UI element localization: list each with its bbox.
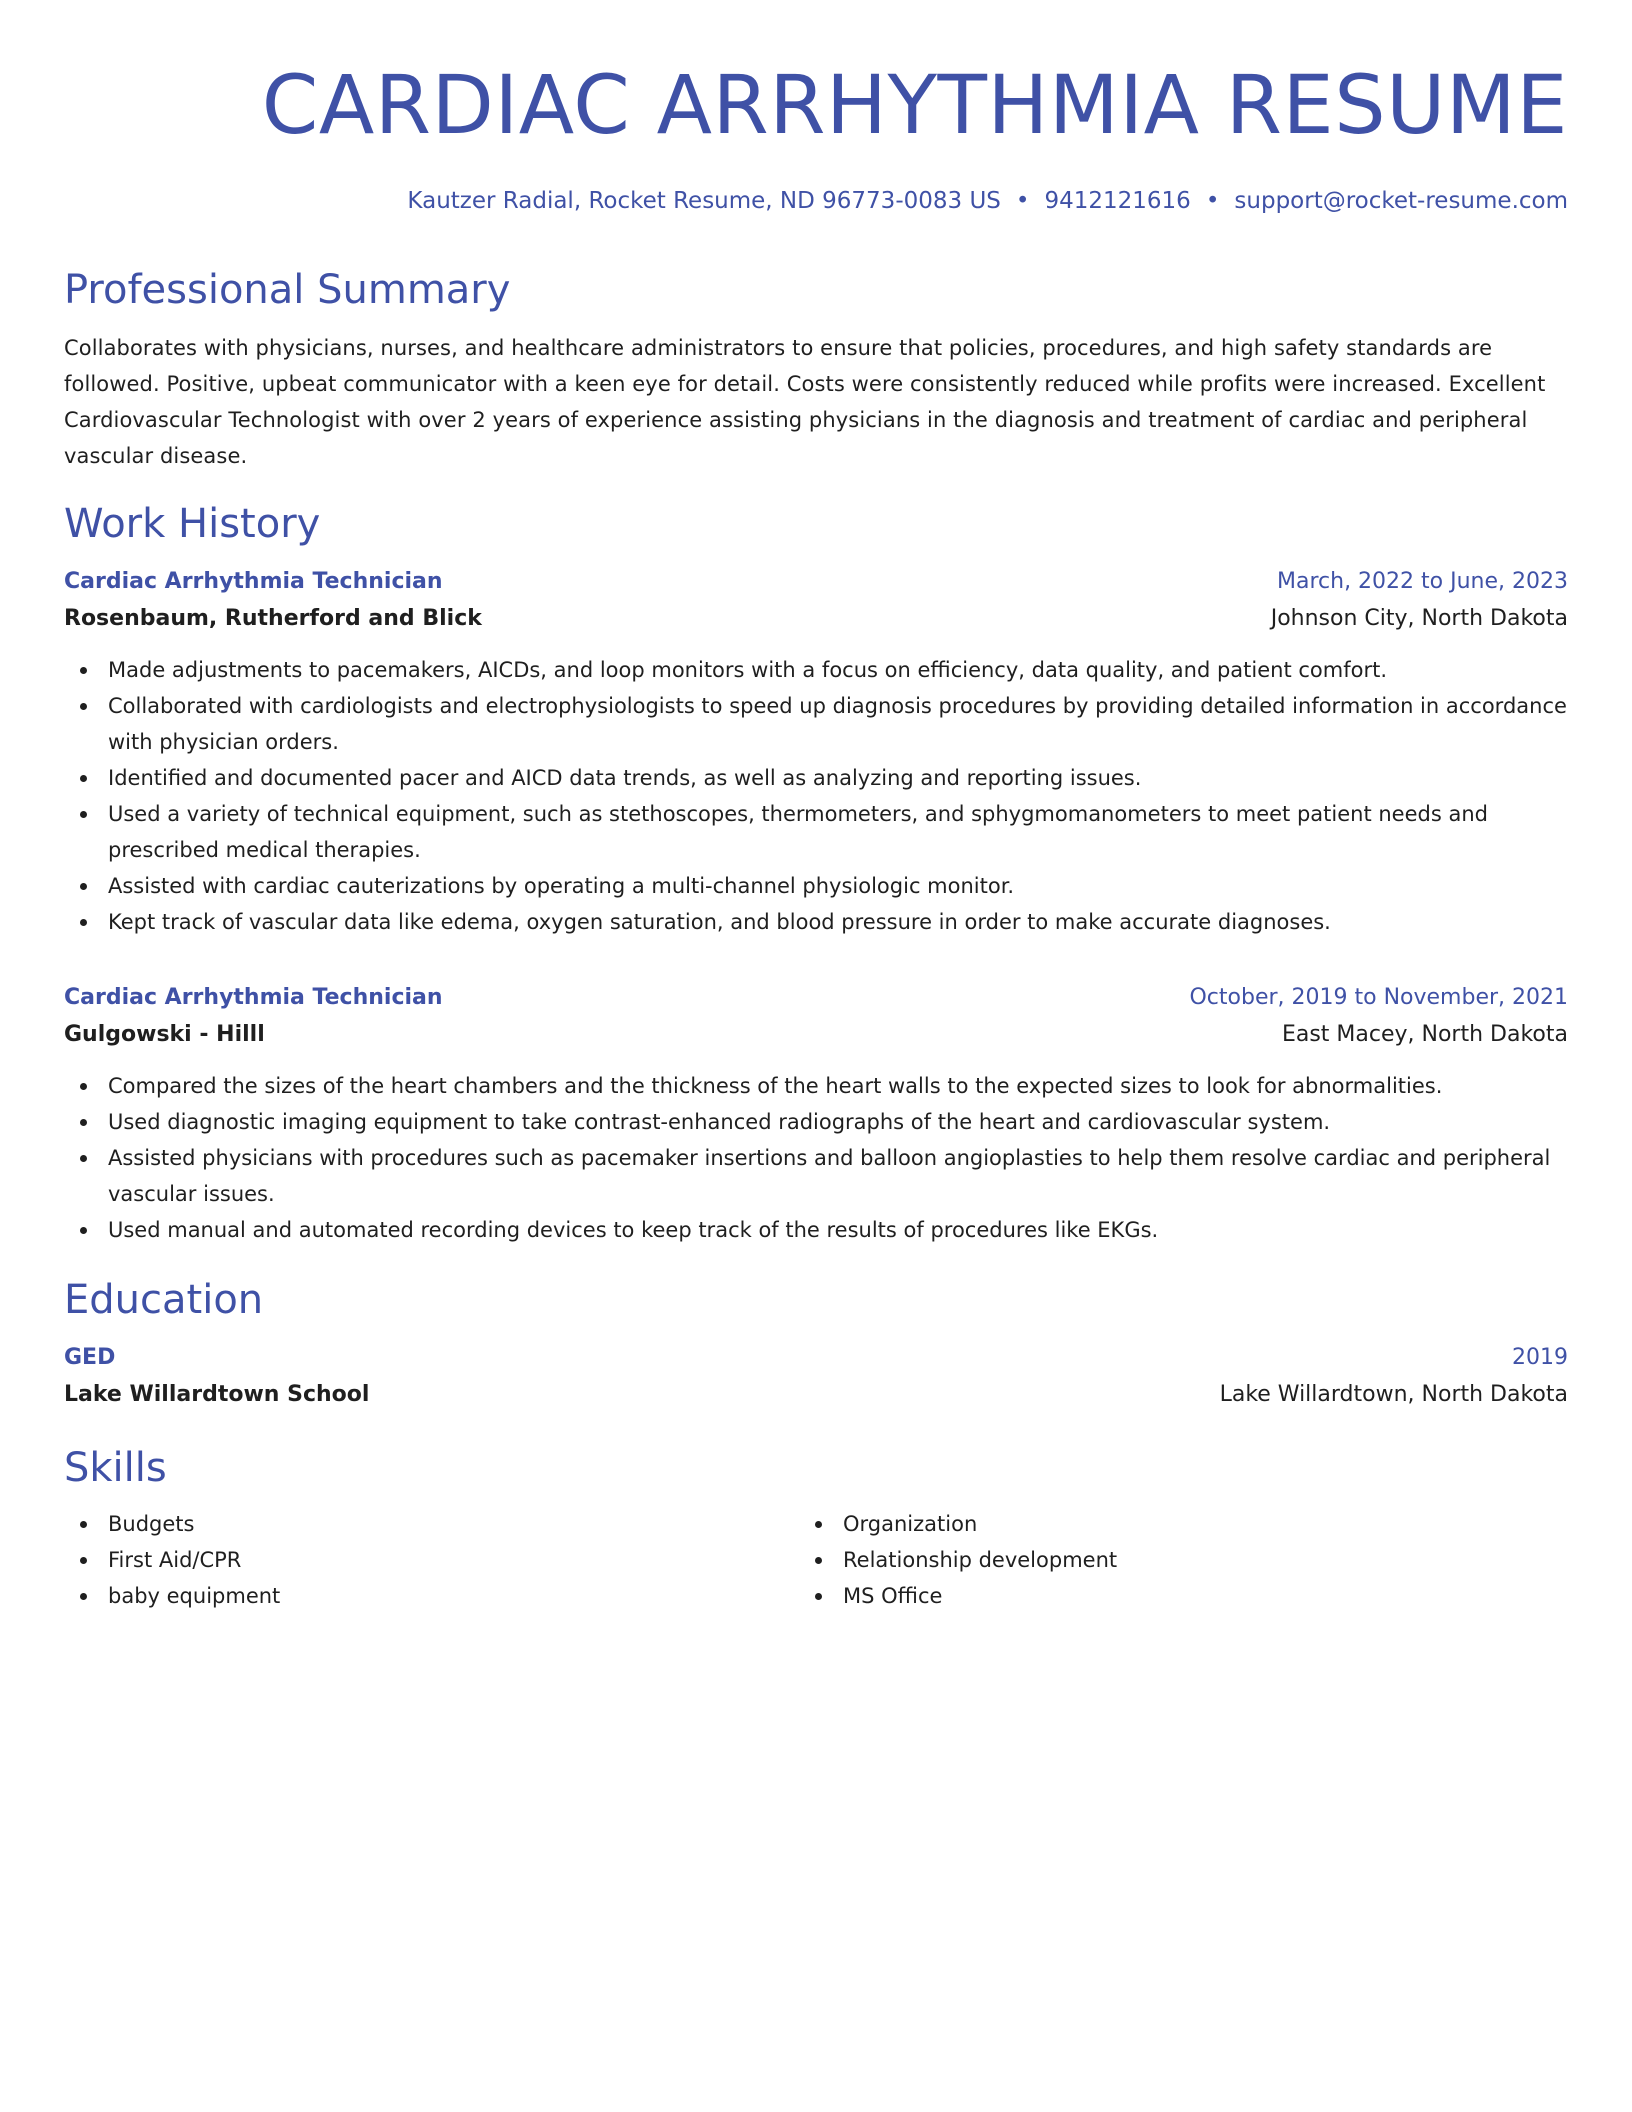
job-employer-row [64, 1016, 1568, 1054]
contact-separator: • [1205, 188, 1220, 214]
resume-title: CARDIAC ARRHYTHMIA RESUME [261, 59, 1568, 153]
job-duty: Collaborated with cardiologists and electrophysiologists to speed up diagnosis procedures by providing detailed information in accordance with physician orders. [64, 688, 1568, 760]
job-duties-list [64, 1068, 1568, 1248]
skills-grid [64, 1506, 1568, 1614]
summary-text: Collaborates with physicians, nurses, and healthcare administrators to ensure that policies, procedures, and high safety standards are followed. Positive, upbeat communicator with a keen eye for detail. Costs were consistently reduced while profits were increased. Excellent Cardiovascular Technologist with over 2 years of experience assisting physicians in the diagnosis and treatment of cardiac and peripheral vascular disease. [64, 336, 1546, 468]
education-year: 2019 [1512, 1345, 1568, 1370]
job-company: Gulgowski - Hilll [64, 1022, 265, 1047]
job-title: Cardiac Arrhythmia Technician [64, 985, 443, 1010]
job-duty: Identified and documented pacer and AICD data trends, as well as analyzing and reporting issues. [64, 760, 1568, 796]
contact-separator: • [1015, 188, 1030, 214]
education-heading: Education [64, 1277, 264, 1323]
skills-column-right [799, 1506, 1534, 1614]
contact-email: support@rocket-resume.com [1234, 188, 1568, 214]
job-duty: Kept track of vascular data like edema, oxygen saturation, and blood pressure in order to make accurate diagnoses. [64, 904, 1568, 940]
skill-item: MS Office [799, 1578, 1534, 1614]
job-entry [64, 564, 1568, 940]
education-header-row [64, 1340, 1568, 1376]
job-duty: Compared the sizes of the heart chambers and the thickness of the heart walls to the expected sizes to look for abnormalities. [64, 1068, 1568, 1104]
skills-heading: Skills [64, 1445, 167, 1491]
job-location: Johnson City, North Dakota [1270, 606, 1568, 631]
job-duty: Used a variety of technical equipment, such as stethoscopes, thermometers, and sphygmomanometers to meet patient needs and prescribed medical therapies. [64, 796, 1568, 868]
education-degree: GED [64, 1345, 116, 1370]
skill-item: First Aid/CPR [64, 1542, 799, 1578]
job-entry [64, 980, 1568, 1248]
skill-item: Relationship development [799, 1542, 1534, 1578]
contact-line [64, 186, 1568, 216]
job-dates: March, 2022 to June, 2023 [1277, 569, 1568, 594]
skills-column-left [64, 1506, 799, 1614]
job-header-row [64, 564, 1568, 600]
contact-address: Kautzer Radial, Rocket Resume, ND 96773-0083 US [407, 188, 1001, 214]
education-location: Lake Willardtown, North Dakota [1219, 1382, 1568, 1407]
job-company: Rosenbaum, Rutherford and Blick [64, 606, 482, 631]
skill-item: baby equipment [64, 1578, 799, 1614]
summary-heading: Professional Summary [64, 267, 511, 313]
job-dates: October, 2019 to November, 2021 [1189, 985, 1568, 1010]
job-duty: Assisted physicians with procedures such as pacemaker insertions and balloon angioplasties to help them resolve cardiac and peripheral vascular issues. [64, 1140, 1568, 1212]
job-employer-row [64, 600, 1568, 638]
education-entry [64, 1340, 1568, 1414]
job-duty: Used manual and automated recording devices to keep track of the results of procedures like EKGs. [64, 1212, 1568, 1248]
work-history-heading: Work History [64, 501, 321, 547]
job-duty: Assisted with cardiac cauterizations by operating a multi-channel physiologic monitor. [64, 868, 1568, 904]
skill-item: Budgets [64, 1506, 799, 1542]
job-header-row [64, 980, 1568, 1016]
job-duty: Made adjustments to pacemakers, AICDs, and loop monitors with a focus on efficiency, data quality, and patient comfort. [64, 652, 1568, 688]
job-location: East Macey, North Dakota [1281, 1022, 1568, 1047]
job-duty: Used diagnostic imaging equipment to take contrast-enhanced radiographs of the heart and cardiovascular system. [64, 1104, 1568, 1140]
job-duties-list [64, 652, 1568, 940]
education-school: Lake Willardtown School [64, 1382, 370, 1407]
education-school-row [64, 1376, 1568, 1414]
skill-item: Organization [799, 1506, 1534, 1542]
job-title: Cardiac Arrhythmia Technician [64, 569, 443, 594]
contact-phone: 9412121616 [1044, 188, 1191, 214]
resume-page [64, 0, 1568, 1614]
